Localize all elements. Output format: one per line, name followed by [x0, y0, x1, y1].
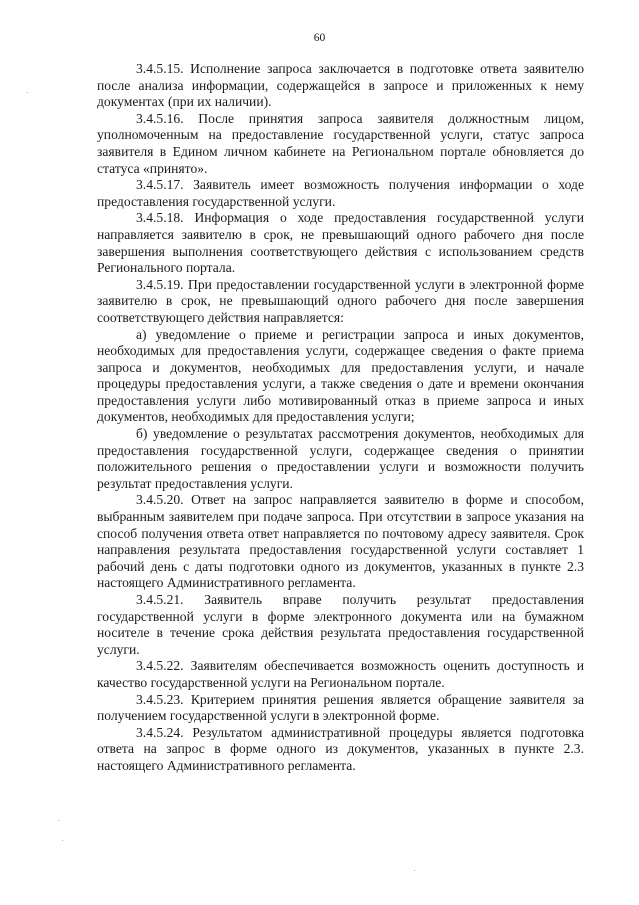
paragraph-3-4-5-15: 3.4.5.15. Исполнение запроса заключается в подготовке ответа заявителю после анализа информации, содержащейся в запросе и приложенных к нему документах (при их наличии). — [97, 61, 584, 110]
paragraph-3-4-5-21: 3.4.5.21. Заявитель вправе получить результат предоставления государственной услуги в форме электронного документа или на бумажном носителе в течение срока действия результата предоставления государственной услуги. — [97, 592, 584, 657]
document-body — [97, 61, 584, 775]
scan-speck — [27, 92, 28, 93]
paragraph-3-4-5-20: 3.4.5.20. Ответ на запрос направляется заявителю в форме и способом, выбранным заявителем при подаче запроса. При отсутствии в запросе указания на способ получения ответа ответ направляется по почтовому адресу заявителя. Срок направления результата предоставления государственной услуги составляет 1 рабочий день с даты подготовки одного из документов, указанных в пункте 2.3 настоящего Административного регламента. — [97, 492, 584, 591]
scan-speck — [414, 870, 415, 871]
paragraph-3-4-5-17: 3.4.5.17. Заявитель имеет возможность получения информации о ходе предоставления государственной услуги. — [97, 177, 584, 209]
page-number: 60 — [313, 32, 326, 44]
paragraph-3-4-5-19: 3.4.5.19. При предоставлении государственной услуги в электронной форме заявителю в срок, не превышающий одного рабочего дня после завершения соответствующего действия направляется: — [97, 276, 584, 325]
scan-speck — [58, 820, 59, 821]
paragraph-3-4-5-16: 3.4.5.16. После принятия запроса заявителя должностным лицом, уполномоченным на предоставление государственной услуги, статус запроса заявителя в Едином личном кабинете на Региональном портале обновляется до статуса «принято». — [97, 110, 584, 176]
subparagraph-b: б) уведомление о результатах рассмотрения документов, необходимых для предоставления государственной услуги, содержащее сведения о принятии положительного решения о предоставлении услуги и возможности получить результат предоставления услуги. — [97, 426, 584, 491]
scan-speck — [62, 840, 63, 841]
paragraph-3-4-5-24: 3.4.5.24. Результатом административной процедуры является подготовка ответа на запрос в форме одного из документов, указанных в пункте 2.3. настоящего Административного регламента. — [97, 724, 584, 773]
paragraph-3-4-5-23: 3.4.5.23. Критерием принятия решения является обращение заявителя за получением государственной услуги в электронной форме. — [97, 691, 584, 724]
paragraph-3-4-5-18: 3.4.5.18. Информация о ходе предоставления государственной услуги направляется заявителю в срок, не превышающий одного рабочего дня после завершения выполнения соответствующего действия с использованием средств Регионального портала. — [97, 210, 584, 276]
subparagraph-a: а) уведомление о приеме и регистрации запроса и иных документов, необходимых для предоставления услуги, содержащее сведения о факте приема запроса и документов, необходимых для предоставления услуги, и начале процедуры предоставления услуги, а также сведения о дате и времени окончания предоставления услуги либо мотивированный отказ в приеме запроса и иных документов, необходимых для предоставления услуги; — [97, 326, 584, 425]
paragraph-3-4-5-22: 3.4.5.22. Заявителям обеспечивается возможность оценить доступность и качество государственной услуги на Региональном портале. — [97, 658, 584, 690]
